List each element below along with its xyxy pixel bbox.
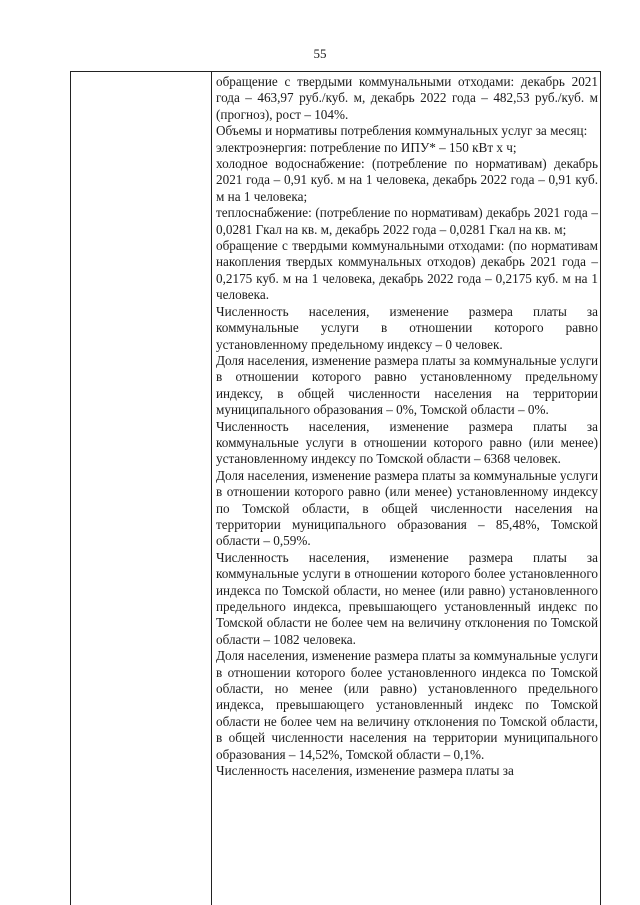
paragraph-share-above-index: Доля населения, изменение размера платы за коммунальные услуги в отношении которого более установленного индекса по Томской области, но менее (или равно) установленного предельного индекса, превышающего установленный индекс по Томской области не более чем на величину отклонения по Томской области, в общей численности населения на территории муниципального образования – 14,52%, Томской области – 0,1%. [216,648,598,762]
paragraph-population-below-index: Численность населения, изменение размера платы за коммунальные услуги в отношении которого равно (или менее) установленному индексу по Томской области – 6368 человек. [216,418,598,467]
paragraph-population-equal-limit: Численность населения, изменение размера платы за коммунальные услуги в отношении которого равно установленному предельному индексу – 0 человек. [216,303,598,352]
document-table [70,71,601,905]
paragraph-population-above-index: Численность населения, изменение размера платы за коммунальные услуги в отношении которого более установленного индекса по Томской области, но менее (или равно) установленного предельного индекса, превышающего установленный индекс по Томской области не более чем на величину отклонения по Томской области – 1082 человека. [216,549,598,647]
paragraph-population-continued: Численность населения, изменение размера платы за [216,763,514,779]
paragraph-waste-norms: обращение с твердыми коммунальными отходами: (по нормативам накопления твердых коммунальных отходов) декабрь 2021 года – 0,2175 куб. м на 1 человека, декабрь 2022 года – 0,2175 куб. м на 1 человека. [216,238,598,303]
paragraph-waste-tariff: обращение с твердыми коммунальными отходами: декабрь 2021 года – 463,97 руб./куб. м, декабрь 2022 года – 482,53 руб./куб. м (прогноз), рост – 104%. [216,74,598,122]
paragraph-cold-water: холодное водоснабжение: (потребление по нормативам) декабрь 2021 года – 0,91 куб. м на 1 человека, декабрь 2022 года – 0,91 куб. м на 1 человека; [216,156,598,204]
paragraph-consumption-heading: Объемы и нормативы потребления коммунальных услуг за месяц: [216,123,588,139]
paragraph-share-below-index: Доля населения, изменение размера платы за коммунальные услуги в отношении которого равно (или менее) установленному индексу по Томской области, в общей численности населения на территории муниципального образования – 85,48%, Томской области – 0,59%. [216,467,598,549]
paragraph-share-equal-limit: Доля населения, изменение размера платы за коммунальные услуги в отношении которого равно установленному предельному индексу, в общей численности населения на территории муниципального образования – 0%, Томской области – 0%. [216,352,598,418]
page-number: 55 [313,46,327,61]
table-right-cell [216,74,598,779]
table-left-cell [71,72,212,905]
paragraph-heating: теплоснабжение: (потребление по нормативам) декабрь 2021 года – 0,0281 Гкал на кв. м, декабрь 2022 года – 0,0281 Гкал на кв. м; [216,205,598,237]
paragraph-electricity: электроэнергия: потребление по ИПУ* – 150 кВт х ч; [216,139,517,155]
